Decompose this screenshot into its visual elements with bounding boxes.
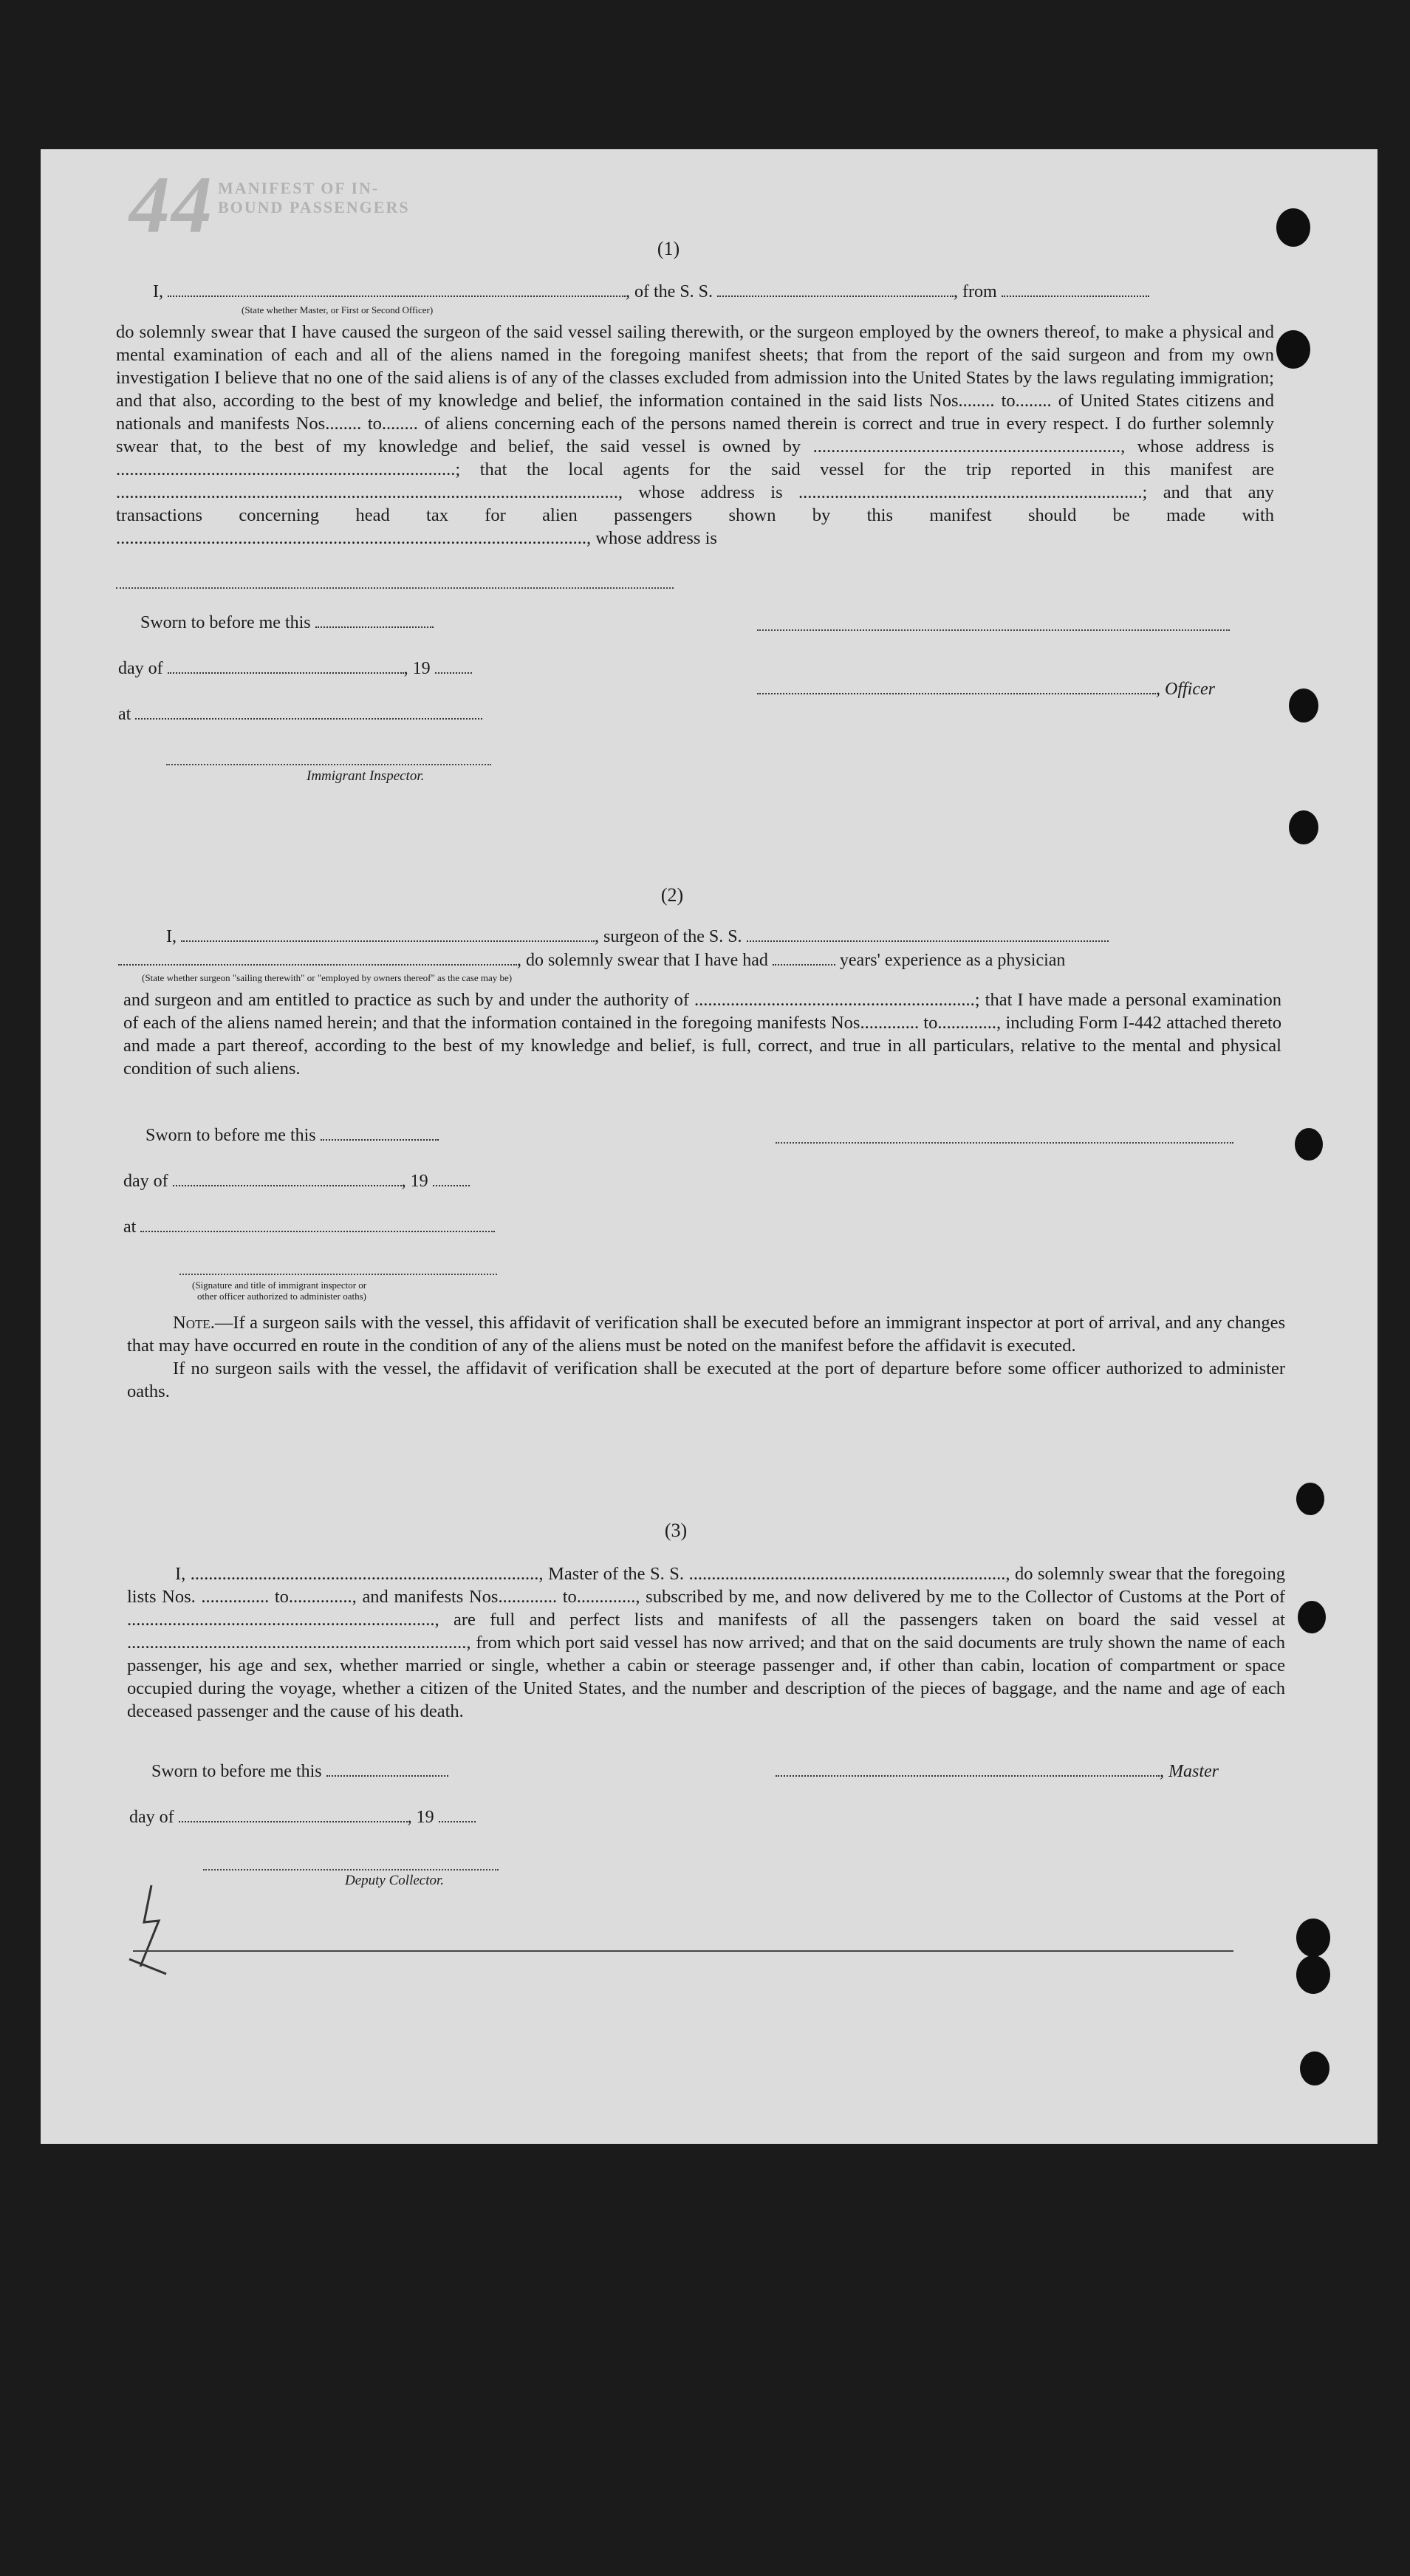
binder-hole [1289, 810, 1318, 844]
note-paragraph-2: If no surgeon sails with the vessel, the affidavit of verification shall be executed at the port of departure before some officer authorized to administer oaths. [127, 1359, 1285, 1401]
section-2-line-2: , do solemnly swear that I have had years' experience as a physician [118, 951, 1065, 971]
at-line-1: at [118, 705, 482, 725]
bottom-rule [133, 1950, 1233, 1952]
section-1-prefix: I, [153, 282, 163, 301]
surgeon-signature-blank [776, 1142, 1233, 1144]
handwritten-mark [100, 1878, 188, 1981]
year-blank-3 [439, 1820, 476, 1822]
from-port-blank [1002, 295, 1149, 297]
at-line-2: at [123, 1217, 495, 1237]
day-of-line-1: day of , 19 [118, 659, 472, 679]
master-signature-blank [776, 1774, 1160, 1777]
at-place-blank-2 [140, 1230, 495, 1232]
administering-officer-blank [179, 1274, 497, 1275]
at-place-blank [135, 717, 482, 720]
sig-caption-1: (Signature and title of immigrant inspector or [192, 1280, 367, 1291]
sworn-line-3: Sworn to before me this [151, 1762, 448, 1782]
binder-hole [1295, 1128, 1323, 1161]
sworn-date-blank [315, 626, 434, 628]
section-1-line-1 [153, 282, 1268, 302]
sworn-line-2: Sworn to before me this [146, 1126, 439, 1146]
binder-hole [1296, 1955, 1330, 1994]
ship-name-blank [717, 295, 954, 297]
note-label: Note. [173, 1313, 215, 1333]
master-name-blank [168, 295, 626, 297]
binder-hole [1276, 208, 1310, 247]
section-1-oath-text: do solemnly swear that I have caused the surgeon of the said vessel sailing therewith, or the surgeon employed by the owners thereof, to make a physical and mental examination of each and all of the aliens named in the foregoing manifest sheets; that from the report of the said surgeon and from my own investigation I believe that no one of the said aliens is of any of the classes excluded from admission into the United States by the laws regulating immigration; and that also, according to the best of my knowledge and belief, the information contained in the said lists Nos........ to........ of United States citizens and nationals and manifests Nos........ to........ of aliens concerning each of the persons named therein is correct and true in every respect. I do further solemnly swear that, to the best of my knowledge and belief, the said vessel is owned by ...................................................................., whose address is ...........................................................................; that the local agents for the said vessel for the trip reported in this manifest are ..............................................................................................................., whose address is ............................................................................; and that any transactions concerning head tax for alien passengers shown by this manifest should be made with ........................................................................................................, whose address is [116, 322, 1274, 548]
binder-hole [1300, 2051, 1329, 2085]
officer-signature-blank [757, 692, 1156, 694]
stamp-text: MANIFEST OF IN-BOUND PASSENGERS [218, 179, 410, 216]
sworn-line-1: Sworn to before me this [140, 613, 434, 633]
section-3-body [127, 1562, 1285, 1723]
binder-hole [1276, 330, 1310, 369]
surgeon-name-blank [181, 940, 595, 942]
caption-surgeon: (State whether surgeon "sailing therewith" or "employed by owners thereof" as the case may be) [142, 972, 513, 983]
day-of-line-2: day of , 19 [123, 1172, 470, 1192]
binder-hole [1289, 689, 1318, 722]
officer-line: , Officer [757, 680, 1215, 700]
binder-hole [1298, 1601, 1326, 1633]
form-sheet [41, 149, 1378, 2144]
year-blank [435, 672, 472, 674]
section-1-number: (1) [657, 238, 680, 259]
inspector-signature-blank [166, 764, 491, 765]
section-1-body [116, 321, 1274, 550]
section-1-ship-label: , of the S. S. [626, 282, 713, 301]
master-line: , Master [776, 1762, 1219, 1782]
faded-stamp [129, 160, 410, 267]
section-2-note [127, 1311, 1285, 1403]
day-of-line-3: day of , 19 [129, 1808, 476, 1828]
note-paragraph-1 [127, 1311, 1285, 1357]
note-text-1: —If a surgeon sails with the vessel, this affidavit of verification shall be executed before an immigrant inspector at port of arrival, and any changes that may have occurred en route in the condition of any of the aliens must be noted on the manifest before the affidavit is executed. [127, 1313, 1285, 1356]
binder-hole [1296, 1919, 1330, 1957]
officer-signature-upper-blank [757, 629, 1230, 631]
caption-master: (State whether Master, or First or Second Officer) [242, 304, 434, 315]
surgeon-ship-blank [747, 940, 1109, 942]
year-blank-2 [433, 1184, 470, 1186]
stamp-handwriting: 44 [129, 160, 213, 250]
day-blank-2 [173, 1184, 402, 1186]
section-3-number: (3) [664, 1520, 688, 1541]
sig-caption-2: other officer authorized to administer oaths) [197, 1291, 366, 1302]
sworn-date-blank-2 [321, 1138, 439, 1141]
section-1-address-blank [116, 587, 674, 589]
section-2-body [123, 988, 1281, 1080]
section-2-line-1: I, , surgeon of the S. S. [166, 927, 1109, 947]
section-2-oath-text: and surgeon and am entitled to practice as such by and under the authority of ..............................................................; that I have made a personal examination of each of the aliens named herein; and that the information contained in the foregoing manifests Nos............. to............., including Form I-442 attached thereto and made a part thereof, according to the best of my knowledge and belief, is full, correct, and true in all particulars, relative to the mental and physical condition of such aliens. [123, 990, 1281, 1079]
surgeon-status-blank [118, 963, 517, 966]
immigrant-inspector-caption: Immigrant Inspector. [307, 768, 425, 784]
years-blank [773, 963, 835, 966]
sworn-date-blank-3 [326, 1774, 448, 1777]
section-2-number: (2) [660, 884, 684, 906]
collector-signature-blank [203, 1869, 499, 1870]
day-blank [168, 672, 404, 674]
section-3-oath-text: I, ............................................................................., Master of the S. S. ......................................................................, do solemnly swear that the foregoing lists Nos. ............... to.............., and manifests Nos............. to............., subscribed by me, and now delivered by me to the Collector of Customs at the Port of ...................................................................., are full and perfect lists and manifests of all the passengers taken on board the said vessel at ..........................................................................., from which port said vessel has now arrived; and that on the said documents are truly shown the name of each passenger, his age and sex, whether married or single, whether a cabin or steerage passenger and, if other than cabin, location of compartment or space occupied during the voyage, whether a citizen of the United States, and the number and description of the pieces of baggage, and the name and age of each deceased passenger and the cause of his death. [127, 1564, 1285, 1721]
section-1-from-label: , from [954, 282, 997, 301]
deputy-collector-caption: Deputy Collector. [345, 1873, 445, 1888]
binder-hole [1296, 1483, 1324, 1515]
day-blank-3 [179, 1820, 408, 1822]
